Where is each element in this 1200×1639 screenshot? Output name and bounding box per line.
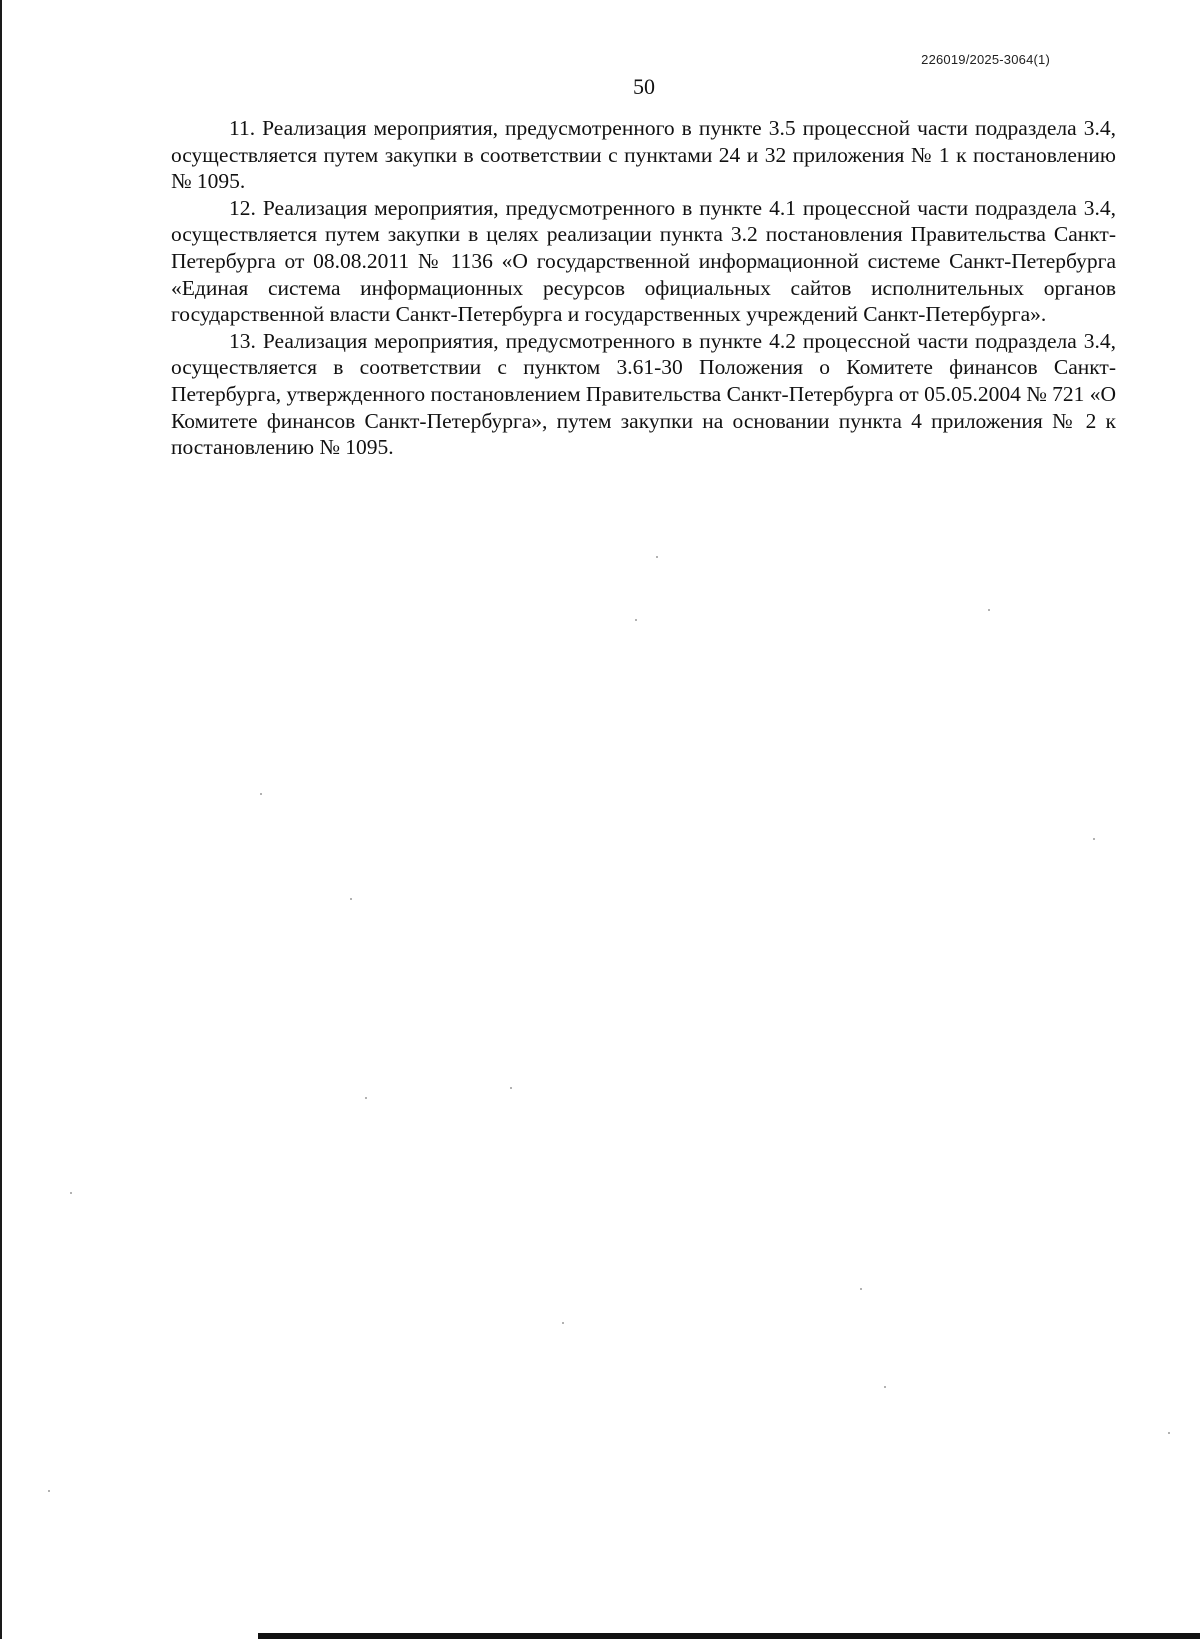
scan-left-edge: [0, 0, 2, 1639]
page-number: 50: [633, 74, 655, 99]
scan-speck: [1168, 1432, 1170, 1434]
scan-speck: [70, 1192, 72, 1194]
scan-speck: [884, 1386, 886, 1388]
scan-speck: [350, 898, 352, 900]
scan-speck: [1093, 838, 1095, 840]
scan-speck: [48, 1490, 50, 1492]
scan-speck: [260, 793, 262, 795]
scan-speck: [988, 609, 990, 611]
paragraph-11: 11. Реализация мероприятия, предусмотренного в пункте 3.5 процессной части подраздела 3.4, осуществляется путем закупки в соответствии с пунктами 24 и 32 приложения № 1 к постановлению № 1095.: [171, 116, 1116, 194]
paragraph-13: 13. Реализация мероприятия, предусмотренного в пункте 4.2 процессной части подраздела 3.4, осуществляется в соответствии с пунктом 3.61-30 Положения о Комитете финансов Санкт-Петербурга, утвержденного постановлением Правительства Санкт-Петербурга от 05.05.2004 № 721 «О Комитете финансов Санкт-Петербурга», путем закупки на основании пункта 4 приложения № 2 к постановлению № 1095.: [171, 328, 1116, 460]
document-body: [171, 115, 1116, 461]
scan-bottom-edge: [258, 1633, 1200, 1639]
scan-speck: [860, 1288, 862, 1290]
document-id: 226019/2025-3064(1): [921, 52, 1050, 67]
scan-speck: [656, 556, 658, 558]
scan-speck: [635, 619, 637, 621]
paragraph-12: 12. Реализация мероприятия, предусмотренного в пункте 4.1 процессной части подраздела 3.4, осуществляется путем закупки в целях реализации пункта 3.2 постановления Правительства Санкт-Петербурга от 08.08.2011 № 1136 «О государственной информационной системе Санкт-Петербурга «Единая система информационных ресурсов официальных сайтов исполнительных органов государственной власти Санкт-Петербурга и государственных учреждений Санкт-Петербурга».: [171, 195, 1116, 327]
scan-speck: [510, 1087, 512, 1089]
scan-speck: [365, 1097, 367, 1099]
scan-speck: [562, 1322, 564, 1324]
